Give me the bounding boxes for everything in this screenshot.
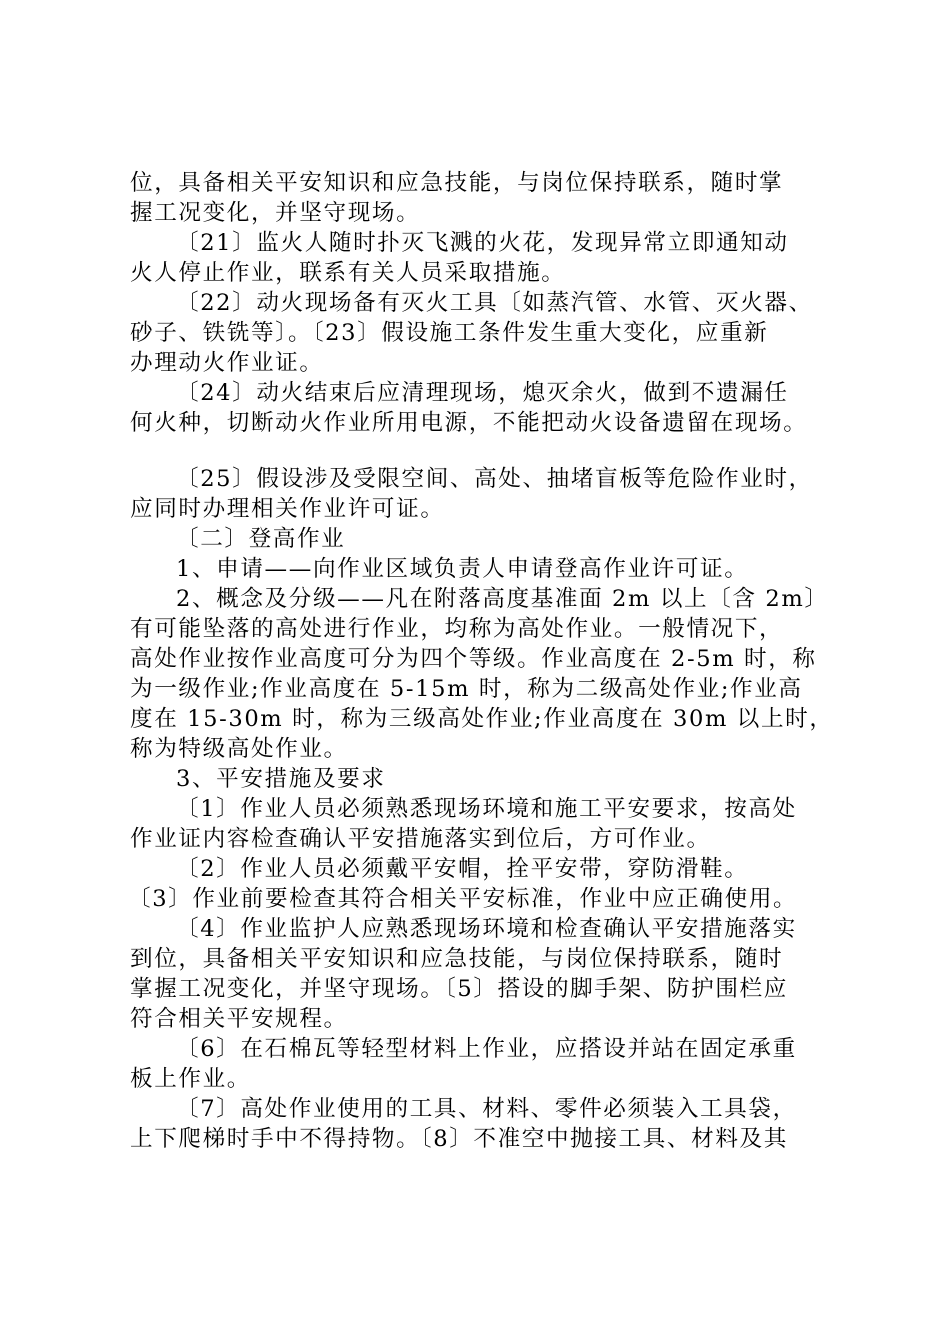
text-line: 应同时办理相关作业许可证。	[130, 496, 445, 522]
text-line: 掌握工况变化，并坚守现场。〔5〕搭设的脚手架、防护围栏应	[130, 976, 788, 1002]
text-line: 办理动火作业证。	[130, 350, 324, 376]
text-line: 度在 15-30m 时，称为三级高处作业;作业高度在 30m 以上时，	[130, 706, 834, 732]
text-line: 〔1〕作业人员必须熟悉现场环境和施工平安要求，按高处	[176, 796, 797, 822]
text-line: 〔22〕动火现场备有灭火工具〔如蒸汽管、水管、灭火器、	[176, 290, 813, 316]
text-line: 2、概念及分级——凡在附落高度基准面 2m 以上〔含 2m〕	[176, 586, 829, 612]
text-line: 3、平安措施及要求	[176, 766, 386, 792]
text-line: 上下爬梯时手中不得持物。〔8〕不准空中抛接工具、材料及其	[130, 1126, 788, 1152]
text-line: 〔24〕动火结束后应清理现场，熄灭余火，做到不遗漏任	[176, 380, 789, 406]
text-line: 1、申请——向作业区域负责人申请登高作业许可证。	[176, 556, 749, 582]
text-line: 砂子、铁铣等〕。〔23〕假设施工条件发生重大变化，应重新	[130, 320, 769, 346]
text-line: 称为特级高处作业。	[130, 736, 348, 762]
text-line: 〔21〕监火人随时扑灭飞溅的火花，发现异常立即通知动	[176, 230, 789, 256]
document-page	[128, 168, 834, 1154]
text-line: 到位，具备相关平安知识和应急技能，与岗位保持联系，随时	[130, 946, 784, 972]
text-line: 〔4〕作业监护人应熟悉现场环境和检查确认平安措施落实	[176, 916, 797, 942]
text-line: 符合相关平安规程。	[130, 1006, 348, 1032]
text-line: 高处作业按作业高度可分为四个等级。作业高度在 2-5m 时，称	[130, 646, 817, 672]
text-line: 有可能坠落的高处进行作业，均称为高处作业。一般情况下，	[130, 616, 784, 642]
text-line: 位，具备相关平安知识和应急技能，与岗位保持联系，随时掌	[130, 170, 784, 196]
text-line: 作业证内容检查确认平安措施落实到位后，方可作业。	[130, 826, 711, 852]
text-line: 何火种，切断动火作业所用电源，不能把动火设备遗留在现场。	[130, 410, 808, 436]
section-heading: 〔二〕登高作业	[176, 526, 346, 552]
text-line: 板上作业。	[130, 1066, 251, 1092]
text-line: 〔7〕高处作业使用的工具、材料、零件必须装入工具袋，	[176, 1096, 797, 1122]
text-line: 火人停止作业，联系有关人员采取措施。	[130, 260, 566, 286]
text-line: 〔6〕在石棉瓦等轻型材料上作业，应搭设并站在固定承重	[176, 1036, 797, 1062]
text-line: 〔3〕作业前要检查其符合相关平安标准，作业中应正确使用。	[128, 886, 798, 912]
text-line: 〔2〕作业人员必须戴平安帽，拴平安带，穿防滑鞋。	[176, 856, 749, 882]
text-line: 握工况变化，并坚守现场。	[130, 200, 421, 226]
text-line: 为一级作业;作业高度在 5-15m 时，称为二级高处作业;作业高	[130, 676, 803, 702]
paragraph-gap	[130, 438, 830, 464]
text-line: 〔25〕假设涉及受限空间、高处、抽堵盲板等危险作业时，	[176, 466, 813, 492]
